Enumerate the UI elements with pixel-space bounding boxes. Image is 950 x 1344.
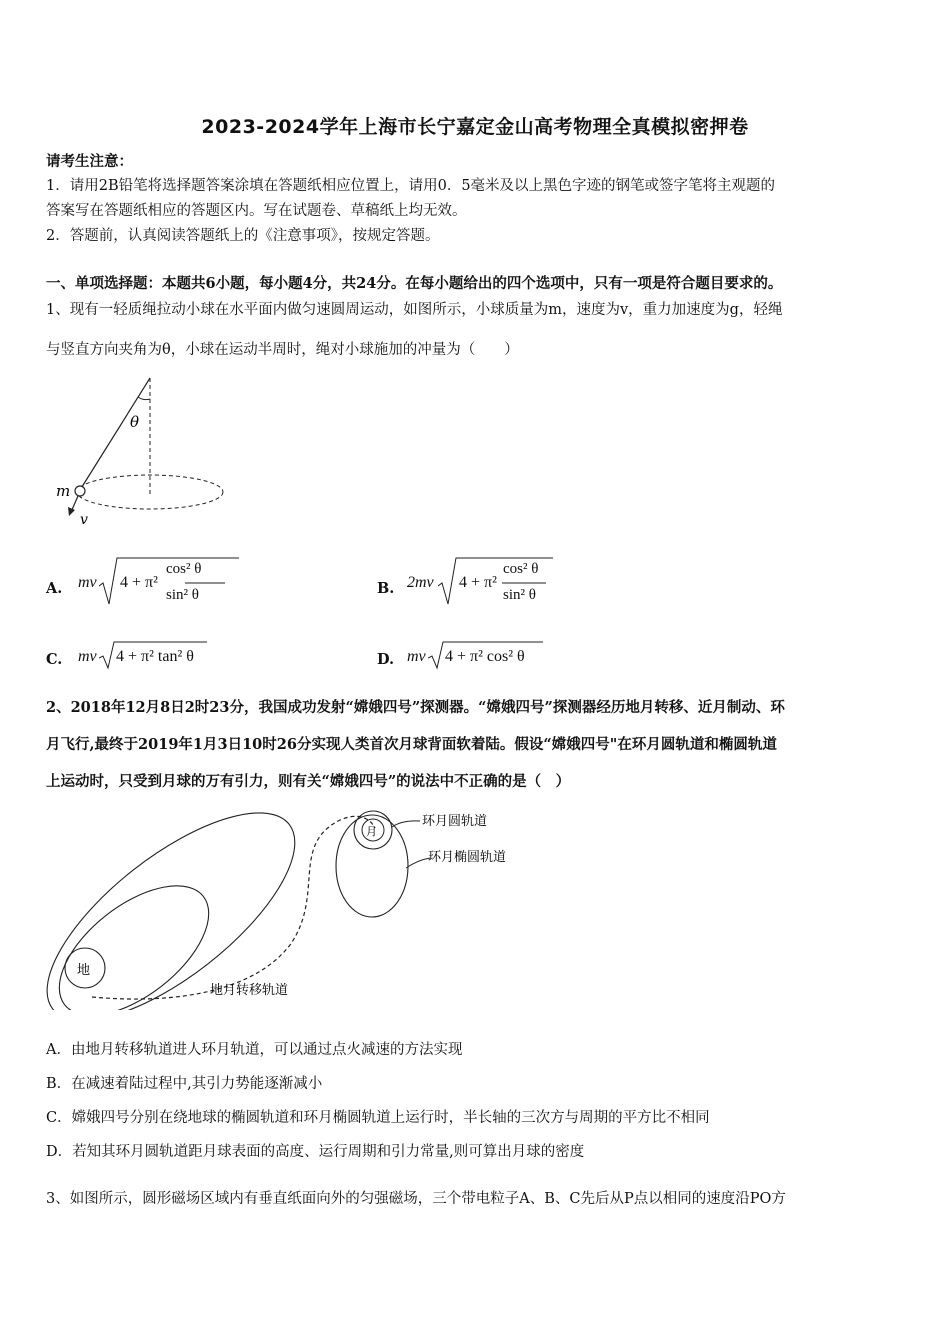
q1-option-b-label: B. bbox=[377, 580, 395, 597]
velocity-label: v bbox=[80, 512, 88, 528]
notice-heading: 请考生注意： bbox=[46, 153, 133, 170]
ball bbox=[75, 486, 85, 496]
q1-conical-pendulum-figure bbox=[50, 372, 235, 532]
q1-option-d-label: D. bbox=[377, 651, 395, 668]
transfer-orbit-label: 地月转移轨道 bbox=[210, 983, 289, 998]
notice-item-1b: 答案写在答题纸相应的答题区内。写在试题卷、草稿纸上均无效。 bbox=[46, 203, 467, 219]
q1-stem-line2: 与竖直方向夹角为θ，小球在运动半周时，绳对小球施加的冲量为（ ） bbox=[46, 342, 519, 358]
notice-item-1a: 1．请用2B铅笔将选择题答案涂填在答题纸相应位置上，请用0．5毫米及以上黑色字迹的钢笔或签字笔将主观题的 bbox=[46, 178, 776, 194]
q1-stem-line1: 1、现有一轻质绳拉动小球在水平面内做匀速圆周运动，如图所示，小球质量为m，速度为v，重力加速度为g，轻绳 bbox=[46, 302, 783, 318]
q2-option-b: B．在减速着陆过程中,其引力势能逐渐减小 bbox=[46, 1076, 323, 1092]
theta-label: θ bbox=[130, 413, 140, 431]
q1-option-c-label: C. bbox=[46, 651, 63, 668]
earth-label: 地 bbox=[77, 963, 91, 978]
q2-stem-line2: 月飞行,最终于2019年1月3日10时26分实现人类首次月球背面软着陆。假设“嫦娥四号"在环月圆轨道和椭圆轨道 bbox=[46, 736, 777, 753]
q1-option-a-label: A. bbox=[46, 580, 63, 597]
q2-option-d: D．若知其环月圆轨道距月球表面的高度、运行周期和引力常量,则可算出月球的密度 bbox=[46, 1144, 585, 1160]
q2-stem-line1: 2、2018年12月8日2时23分，我国成功发射“嫦娥四号”探测器。“嫦娥四号”探测器经历地月转移、近月制动、环 bbox=[46, 699, 785, 716]
ellipse-orbit-label: 环月椭圆轨道 bbox=[428, 850, 507, 865]
page-title: 2023-2024学年上海市长宁嘉定金山高考物理全真模拟密押卷 bbox=[201, 116, 749, 138]
section-heading: 一、单项选择题：本题共6小题，每小题4分，共24分。在每小题给出的四个选项中，只有一项是符合题目要求的。 bbox=[46, 275, 783, 292]
circle-orbit-label: 环月圆轨道 bbox=[422, 814, 488, 829]
q3-stem-line1: 3、如图所示，圆形磁场区域内有垂直纸面向外的匀强磁场，三个带电粒子A、B、C先后从P点以相同的速度沿PO方 bbox=[46, 1191, 786, 1207]
q2-option-a: A．由地月转移轨道进人环月轨道，可以通过点火减速的方法实现 bbox=[46, 1042, 463, 1058]
q1-option-a-formula: mv 4 + π² cos² θ sin² θ bbox=[78, 556, 228, 608]
q2-stem-line3: 上运动时，只受到月球的万有引力，则有关“嫦娥四号”的说法中不正确的是（ ） bbox=[46, 773, 571, 790]
q2-option-c: C．嫦娥四号分别在绕地球的椭圆轨道和环月椭圆轨道上运行时，半长轴的三次方与周期的平方比不相同 bbox=[46, 1110, 710, 1126]
q1-option-c-formula: mv 4 + π² tan² θ bbox=[78, 640, 228, 672]
moon-label: 月 bbox=[366, 825, 377, 838]
q1-option-b-formula: 2mv 4 + π² cos² θ sin² θ bbox=[407, 556, 567, 608]
q1-option-d-formula: mv 4 + π² cos² θ bbox=[407, 640, 557, 672]
mass-label: m bbox=[56, 482, 71, 500]
notice-item-2: 2．答题前，认真阅读答题纸上的《注意事项》，按规定答题。 bbox=[46, 228, 440, 244]
q2-orbit-figure bbox=[40, 800, 560, 1010]
